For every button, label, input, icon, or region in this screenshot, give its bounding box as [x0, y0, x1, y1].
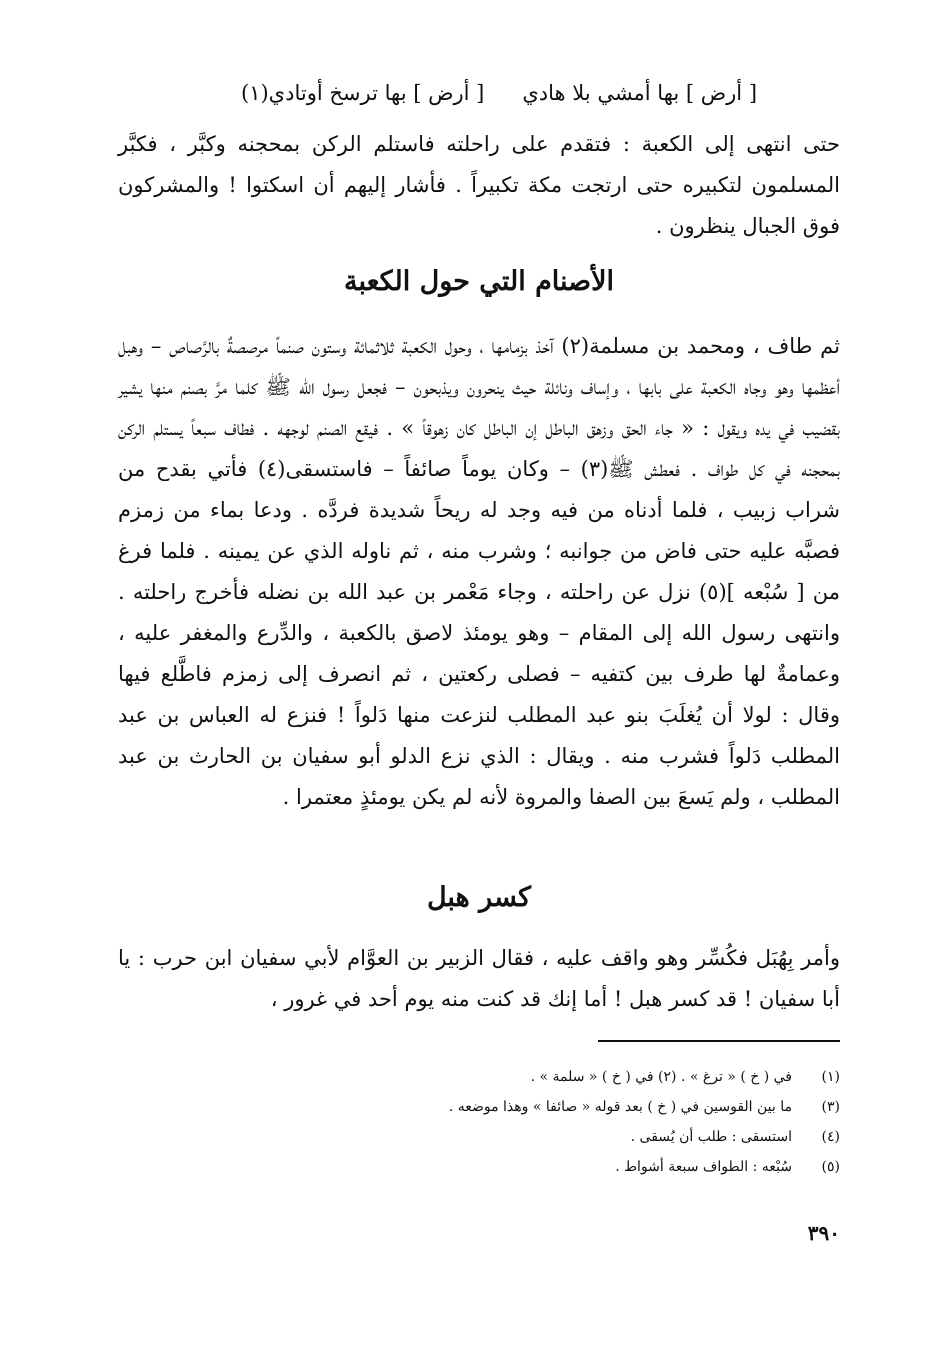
page-number: ٣٩٠: [807, 1221, 840, 1245]
footnote-number: (٤): [821, 1129, 840, 1145]
verse-hemistich-right: [ أرض ] بها أمشي بلا هادي: [522, 81, 758, 105]
footnote-text: في ( خ ) « ترغ » . (٢) في ( خ ) « سلمة » .: [530, 1069, 792, 1085]
verse-hemistich-left: [ أرض ] بها ترسخ أوتادي(١): [241, 81, 485, 105]
footnote-item: [118, 1062, 840, 1092]
footnote-number: (٣): [821, 1099, 840, 1115]
section-heading-hubal: كسر هبل: [426, 882, 532, 913]
footnote-text: سُبْعه : الطواف سبعة أشواط .: [615, 1159, 792, 1175]
footnote-item: [118, 1122, 840, 1152]
book-page: [118, 0, 840, 1359]
poetry-verse: [158, 76, 840, 110]
footnote-text: ما بين القوسين في ( خ ) بعد قوله « صائفا » وهذا موضعه .: [448, 1099, 792, 1115]
footnotes-list: [118, 1062, 840, 1182]
footnote-divider: [598, 1040, 840, 1042]
paragraph-breaking-hubal: وأمر بِهُبَل فكُسِّر وهو واقف عليه ، فقال الزبير بن العوَّام لأبي سفيان ابن حرب : يا أبا سفيان ! قد كسر هبل ! أما إنك قد كنت منه يوم أحد في غرور ،: [118, 946, 840, 1011]
footnote-item: [118, 1152, 840, 1182]
footnote-number: (٥): [821, 1159, 840, 1175]
footnote-number: (١): [821, 1069, 840, 1085]
paragraph-tawaf-idols: ثم طاف ، ومحمد بن مسلمة(٢) آخذ بزمامها ، وحول الكعبة ثلاثمائة وستون صنماً مرصصةٌ بالرَّصاص – وهبل أعظمها وهو وجاه الكعبة على بابها ، وإساف ونائلة حيث ينحرون ويذبحون – فجعل رسول الله ﷺ كلما مرَّ بصنم منها يشير بقضيب في يده ويقول : « جاء الحق وزهق الباطل إن الباطل كان زهوقاً » . فيقع الصنم لوجهه . فطاف سبعاً يستلم الركن بمحجنه في كل طواف . فعطش ﷺ(٣) – وكان يوماً صائفاً – فاستسقى(٤) فأتي بقدح من شراب زبيب ، فلما أدناه من فيه وجد له ريحاً شديدة فردَّه . ودعا بماء من زمزم فصبَّه عليه حتى فاض من جوانبه ؛ وشرب منه ، ثم ناوله الذي عن يمينه . فلما فرغ من [ سُبْعه ](٥) نزل عن راحلته ، وجاء مَعْمر بن عبد الله بن نضله فأخرج راحلته . وانتهى رسول الله إلى المقام – وهو يومئذ لاصق بالكعبة ، والدِّرع والمغفر عليه ، وعمامةٌ لها طرف بين كتفيه – فصلى ركعتين ، ثم انصرف إلى زمزم فاطَّلع فيها وقال : لولا أن يُغلَبَ بنو عبد المطلب لنزعت منها دَلواً ! فنزع له العباس بن عبد المطلب دَلواً فشرب منه . ويقال : الذي نزع الدلو أبو سفيان بن الحارث بن عبد المطلب ، ولم يَسعَ بين الصفا والمروة لأنه لم يكن يومئذٍ معتمرا .: [118, 334, 840, 809]
section-heading-idols: الأصنام التي حول الكعبة: [343, 266, 615, 297]
footnote-text: استسقى : طلب أن يُسقى .: [630, 1129, 792, 1145]
footnote-item: [118, 1092, 840, 1122]
paragraph-arrival-kaaba: حتى انتهى إلى الكعبة : فتقدم على راحلته فاستلم الركن بمحجنه وكبَّر ، فكبَّر المسلمون لتكبيره حتى ارتجت مكة تكبيراً . فأشار إليهم أن اسكتوا ! والمشركون فوق الجبال ينظرون .: [118, 132, 840, 238]
